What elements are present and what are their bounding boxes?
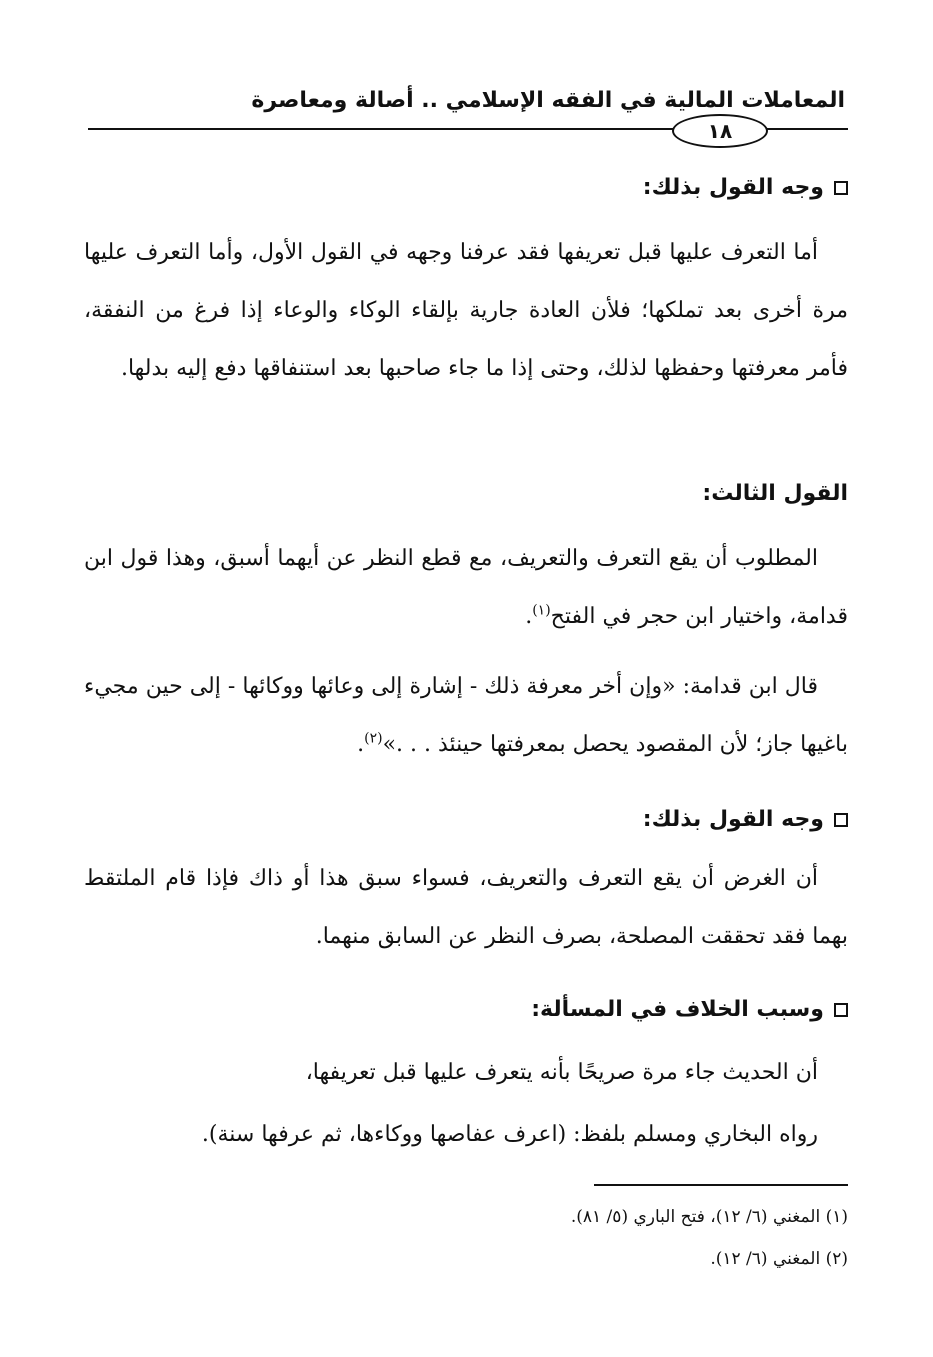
section-heading-4 — [84, 990, 848, 1030]
checkbox-square-icon — [834, 1003, 848, 1017]
footnote-2: (٢) المغني (٦/ ١٢). — [710, 1249, 848, 1269]
checkbox-square-icon — [834, 181, 848, 195]
footnote-1: (١) المغني (٦/ ١٢)، فتح الباري (٥/ ٨١). — [570, 1207, 848, 1227]
paragraph-3 — [84, 658, 848, 774]
paragraph-2 — [84, 530, 848, 646]
paragraph-3-text: قال ابن قدامة: «وإن أخر معرفة ذلك - إشارة إلى وعائها ووكائها - إلى حين مجيء باغيها جاز؛ لأن المقصود يحصل بمعرفتها حينئذ . . .» — [84, 674, 848, 757]
paragraph-3-end: . — [357, 732, 365, 757]
checkbox-square-icon — [834, 813, 848, 827]
section-heading-3-text: وجه القول بذلك: — [642, 807, 824, 832]
section-heading-1 — [84, 168, 848, 208]
paragraph-4: أن الغرض أن يقع التعرف والتعريف، فسواء سبق هذا أو ذاك فإذا قام الملتقط بهما فقد تحققت المصلحة، بصرف النظر عن السابق منهما. — [84, 866, 848, 949]
paragraph-5: أن الحديث جاء مرة صريحًا بأنه يتعرف عليها قبل تعريفها، — [305, 1060, 818, 1085]
page-number: ١٨ — [672, 114, 768, 148]
paragraph-1: أما التعرف عليها قبل تعريفها فقد عرفنا وجهه في القول الأول، وأما التعرف عليها مرة أخرى بعد تملكها؛ فلأن العادة جارية بإلقاء الوكاء والوعاء إذا فرغ من النفقة، فأمر معرفتها وحفظها لذلك، وحتى إذا ما جاء صاحبها بعد استنفاقها دفع إليه بدلها. — [84, 240, 848, 381]
section-heading-3 — [84, 800, 848, 840]
footnote-rule — [594, 1184, 848, 1186]
footnote-ref-2: (٢) — [364, 730, 383, 747]
paragraph-2-text: المطلوب أن يقع التعرف والتعريف، مع قطع النظر عن أيهما أسبق، وهذا قول ابن قدامة، واختيار ابن حجر في الفتح — [84, 546, 848, 629]
paragraph-2-end: . — [525, 604, 533, 629]
footnote-ref-1: (١) — [532, 602, 551, 619]
section-heading-1-text: وجه القول بذلك: — [642, 175, 824, 200]
paragraph-6: رواه البخاري ومسلم بلفظ: (اعرف عفاصها ووكاءها، ثم عرفها سنة). — [201, 1122, 818, 1147]
running-title: المعاملات المالية في الفقه الإسلامي .. أصالة ومعاصرة — [251, 88, 845, 113]
section-heading-4-text: وسبب الخلاف في المسألة: — [531, 997, 824, 1022]
section-heading-2: القول الثالث: — [702, 481, 848, 506]
